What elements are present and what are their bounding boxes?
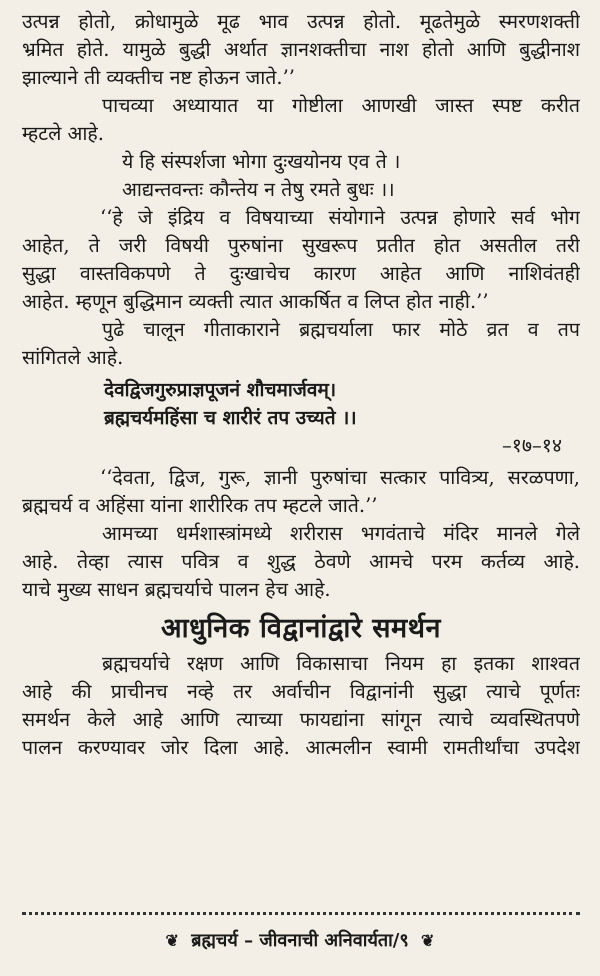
text-line: आहेत, ते जरी विषयी पुरुषांना सुखरूप प्रतीत होत असतील तरी [22, 234, 580, 257]
section-heading: आधुनिक विद्वानांद्वारे समर्थन [161, 613, 441, 644]
text-line: आहेत. म्हणून बुद्धिमान व्यक्ती त्यात आकर्षित व लिप्त होत नाही.’’ [22, 290, 489, 313]
verse-line: देवद्विजगुरुप्राज्ञपूजनं शौचमार्जवम्। [104, 379, 337, 401]
text-line: आहे. तेव्हा त्यास पवित्र व शुद्ध ठेवणे आमचे परम कर्तव्य आहे. [22, 550, 580, 573]
sanskrit-verse-1 [22, 148, 580, 204]
text-line: झाल्याने ती व्यक्तीच नष्ट होऊन जाते.’’ [22, 66, 295, 89]
text-line: आमच्या धर्मशास्त्रांमध्ये शरीरास भगवंताचे मंदिर मानले गेले [102, 522, 580, 545]
text-line: सांगितले आहे. [22, 346, 124, 369]
sanskrit-verse-2 [22, 376, 580, 460]
text-line: ब्रह्मचर्य व अहिंसा यांना शारीरिक तप म्हटले जाते.’’ [22, 494, 378, 517]
text-line: पाचव्या अध्यायात या गोष्टीला आणखी जास्त स्पष्ट करीत [102, 94, 580, 117]
text-line: उत्पन्न होतो, क्रोधामुळे मूढ भाव उत्पन्न होतो. मूढतेमुळे स्मरणशक्ती [22, 10, 580, 33]
paragraph-7 [22, 650, 580, 762]
text-line: भ्रमित होते. यामुळे बुद्धी अर्थात ज्ञानशक्तीचा नाश होतो आणि बुद्धीनाश [22, 38, 580, 61]
text-line: पालन करण्यावर जोर दिला आहे. आत्मलीन स्वामी रामतीर्थांचा उपदेश [22, 736, 580, 759]
paragraph-5 [22, 464, 580, 520]
text-line: ब्रह्मचर्याचे रक्षण आणि विकासाचा नियम हा इतका शाश्वत [102, 652, 580, 675]
text-line: ‘‘हे जे इंद्रिय व विषयाच्या संयोगाने उत्पन्न होणारे सर्व भोग [100, 206, 580, 229]
verse-line: ये हि संस्पर्शजा भोगा दुःखयोनय एव ते । [122, 150, 401, 173]
verse-line: ब्रह्मचर्यमहिंसा च शारीरं तप उच्यते ।। [104, 407, 357, 429]
text-line: समर्थन केले आहे आणि त्याच्या फायद्यांना सांगून त्याचे व्यवस्थितपणे [22, 708, 580, 731]
page-footer [0, 928, 600, 954]
paragraph-6 [22, 520, 580, 604]
text-line: याचे मुख्य साधन ब्रह्मचर्याचे पालन हेच आहे. [22, 578, 331, 601]
paragraph-4 [22, 316, 580, 372]
leaf-ornament-icon: ❦ [165, 931, 179, 950]
text-line: पुढे चालून गीताकाराने ब्रह्मचर्याला फार मोठे व्रत व तप [102, 318, 580, 341]
paragraph-1 [22, 8, 580, 92]
verse-line: आद्यन्तवन्तः कौन्तेय न तेषु रमते बुधः ।। [122, 178, 395, 201]
text-line: आहे की प्राचीनच नव्हे तर अर्वाचीन विद्वानांनी सुद्धा त्याचे पूर्णतः [22, 680, 580, 703]
paragraph-2 [22, 92, 580, 148]
paragraph-3 [22, 204, 580, 316]
text-line: ‘‘देवता, द्विज, गुरू, ज्ञानी पुरुषांचा सत्कार पावित्र्य, सरळपणा, [100, 466, 580, 489]
leaf-ornament-icon: ❦ [421, 931, 435, 950]
verse-reference: –१७–१४ [501, 434, 562, 457]
dotted-divider [22, 912, 580, 915]
text-line: म्हटले आहे. [22, 122, 104, 145]
text-line: सुद्धा वास्तविकपणे ते दुःखाचेच कारण आहेत आणि नाशिवंतही [22, 262, 580, 285]
footer-text: ब्रह्मचर्य – जीवनाची अनिवार्यता/९ [191, 930, 409, 951]
